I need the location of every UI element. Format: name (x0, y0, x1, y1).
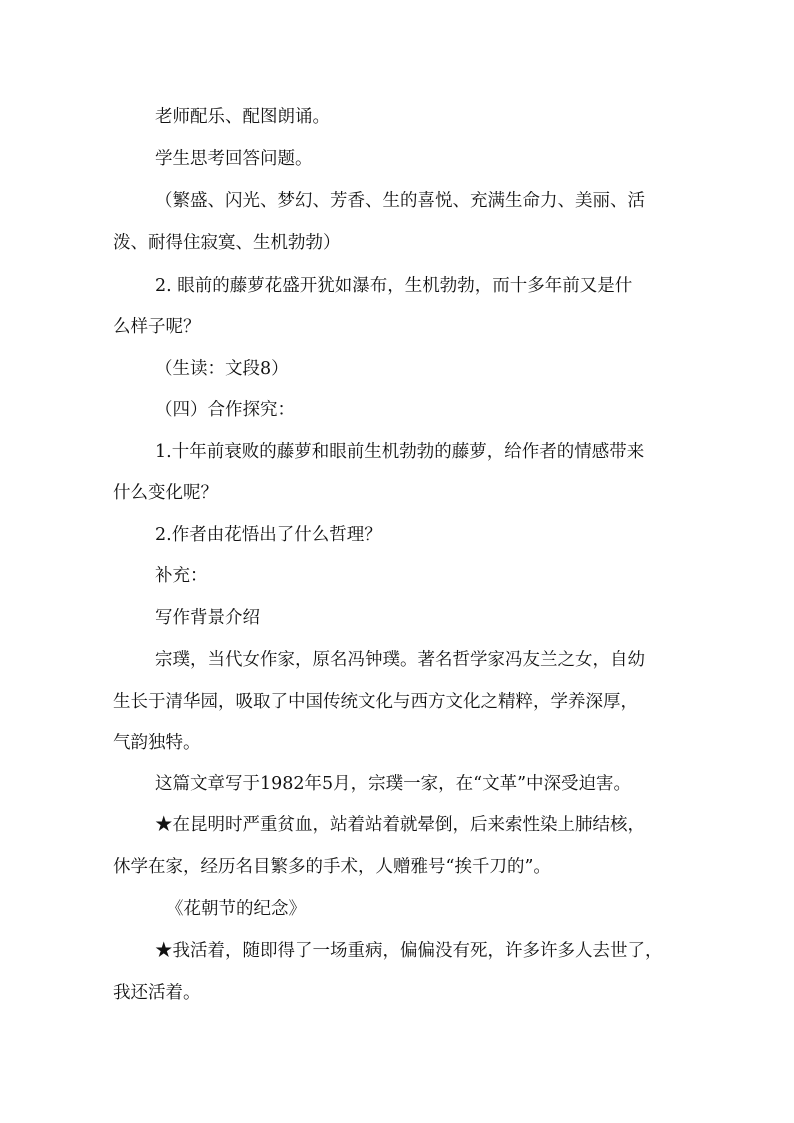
paragraph-line: 泼、耐得住寂寞、生机勃勃） (113, 233, 341, 253)
paragraph-line: 写作背景介绍 (155, 608, 260, 628)
paragraph-line: 这篇文章写于1982年5月，宗璞一家，在“文革”中深受迫害。 (155, 774, 632, 794)
paragraph-line: 么样子呢？ (113, 317, 201, 337)
paragraph-line: 宗璞，当代女作家，原名冯钟璞。著名哲学家冯友兰之女，自幼 (155, 650, 645, 670)
quote-title: 《花朝节的纪念》 (166, 899, 306, 919)
paragraph-line: ★我活着，随即得了一场重病，偏偏没有死，许多许多人去世了， (155, 941, 663, 961)
paragraph-line: 2.作者由花悟出了什么哲理？ (155, 525, 382, 545)
paragraph-line: 老师配乐、配图朗诵。 (155, 107, 330, 127)
paragraph-line: 什么变化呢？ (113, 483, 218, 503)
paragraph-line: 休学在家，经历名目繁多的手术，人赠雅号“挨千刀的”。 (113, 857, 551, 877)
paragraph-line: 我还活着。 (113, 983, 201, 1003)
paragraph-line: 1.十年前衰败的藤萝和眼前生机勃勃的藤萝，给作者的情感带来 (155, 442, 645, 462)
paragraph-line: 生长于清华园，吸取了中国传统文化与西方文化之精粹，学养深厚， (113, 692, 638, 712)
paragraph-line: 补充： (155, 566, 208, 586)
paragraph-line: 学生思考回答问题。 (155, 149, 313, 169)
section-heading: （四）合作探究： (155, 400, 295, 420)
paragraph-line: 气韵独特。 (113, 733, 201, 753)
paragraph-line: ★在昆明时严重贫血，站着站着就晕倒，后来索性染上肺结核， (155, 815, 645, 835)
paragraph-line: （繁盛、闪光、梦幻、芳香、生的喜悦、充满生命力、美丽、活 (155, 191, 645, 211)
paragraph-line: 2. 眼前的藤萝花盛开犹如瀑布，生机勃勃，而十多年前又是什 (155, 276, 633, 296)
paragraph-line: （生读：文段8） (155, 359, 289, 379)
